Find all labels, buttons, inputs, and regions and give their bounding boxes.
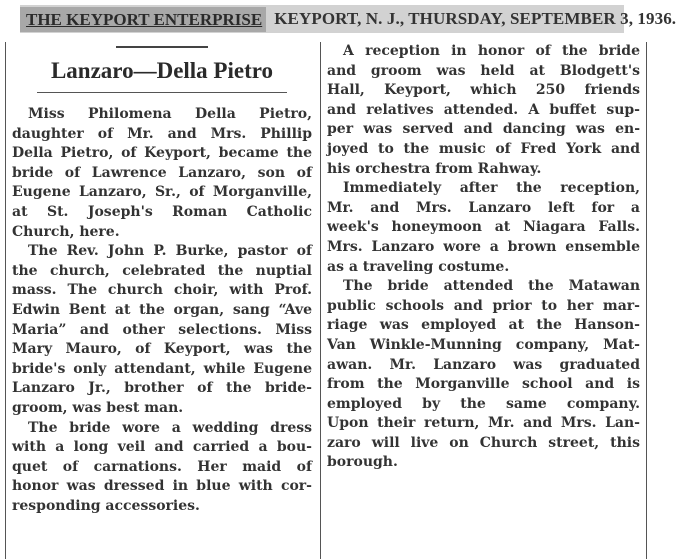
right-column-body: [327, 42, 640, 473]
left-column-body: [12, 105, 312, 516]
article-line: Mary Mauro, of Keyport, was the: [12, 341, 312, 358]
article-line: riage was employed at the Hanson-: [327, 317, 640, 334]
article-line: week's honeymoon at Niagara Falls.: [327, 219, 640, 236]
column-rule-middle: [320, 42, 321, 559]
article-line: the church, celebrated the nuptial: [12, 262, 312, 279]
column-rule-left: [5, 42, 6, 559]
article-line: Mr. and Mrs. Lanzaro left for a: [327, 199, 640, 216]
article-line: The bride attended the Matawan: [343, 278, 640, 295]
article-line: per was served and dancing was en-: [327, 121, 640, 138]
article-line: responding accessories.: [12, 497, 200, 514]
article-line: borough.: [327, 454, 398, 471]
article-line: from the Morganville school and is: [327, 376, 640, 393]
article-line: and groom was held at Blodgett's: [327, 62, 640, 79]
article-line: Upon their return, Mr. and Mrs. Lan-: [327, 415, 640, 432]
article-line: zaro will live on Church street, this: [327, 434, 640, 451]
masthead: [20, 5, 676, 33]
newspaper-name: THE KEYPORT ENTERPRISE: [20, 7, 266, 32]
article-line: as a traveling costume.: [327, 258, 510, 275]
article-line: public schools and prior to her mar-: [327, 297, 640, 314]
article-line: honor was dressed in blue with cor-: [12, 478, 312, 495]
article-line: Della Pietro, of Keyport, became the: [12, 145, 312, 162]
article-line: with a long veil and carried a bou-: [12, 439, 312, 456]
article-line: and relatives attended. A buffet sup-: [327, 101, 640, 118]
article-line: Miss Philomena Della Pietro,: [28, 106, 312, 122]
article-line: daughter of Mr. and Mrs. Phillip: [12, 125, 312, 142]
article-line: Eugene Lanzaro, Sr., of Morganville,: [12, 184, 312, 201]
article-line: groom, was best man.: [12, 399, 184, 416]
article-line: The Rev. John P. Burke, pastor of: [28, 243, 312, 260]
article-column-left: [12, 42, 312, 559]
headline-top-rule: [116, 46, 208, 48]
article-line: Van Winkle-Munning company, Mat-: [327, 336, 640, 353]
article-line: joyed to the music of Fred York and: [327, 140, 640, 157]
dateline: KEYPORT, N. J., THURSDAY, SEPTEMBER 3, 1936.: [274, 9, 676, 28]
article-clipping: [0, 42, 650, 559]
article-line: Mrs. Lanzaro wore a brown ensemble: [327, 238, 640, 255]
article-line: quet of carnations. Her maid of: [12, 458, 312, 475]
article-line: Maria” and other selections. Miss: [12, 321, 312, 338]
article-line: Hall, Keyport, which 250 friends: [327, 82, 640, 99]
article-line: at St. Joseph's Roman Catholic: [12, 203, 312, 220]
article-line: Edwin Bent at the organ, sang “Ave: [12, 301, 312, 318]
article-line: Lanzaro Jr., brother of the bride-: [12, 380, 312, 397]
article-line: awan. Mr. Lanzaro was graduated: [327, 356, 640, 373]
article-line: The bride wore a wedding dress: [28, 419, 312, 436]
article-line: Immediately after the reception,: [343, 180, 640, 197]
article-line: Church, here.: [12, 223, 120, 240]
article-line: bride's only attendant, while Eugene: [12, 360, 312, 377]
article-line: his orchestra from Rahway.: [327, 160, 542, 177]
article-line: employed by the same company.: [327, 395, 640, 412]
article-line: mass. The church choir, with Prof.: [12, 282, 312, 299]
headline-underline: [37, 92, 287, 93]
article-headline: Lanzaro—Della Pietro: [50, 58, 274, 83]
article-line: bride of Lawrence Lanzaro, son of: [12, 164, 312, 181]
article-column-right: [327, 42, 640, 559]
article-line: A reception in honor of the bride: [343, 43, 640, 59]
column-rule-right: [646, 42, 647, 559]
